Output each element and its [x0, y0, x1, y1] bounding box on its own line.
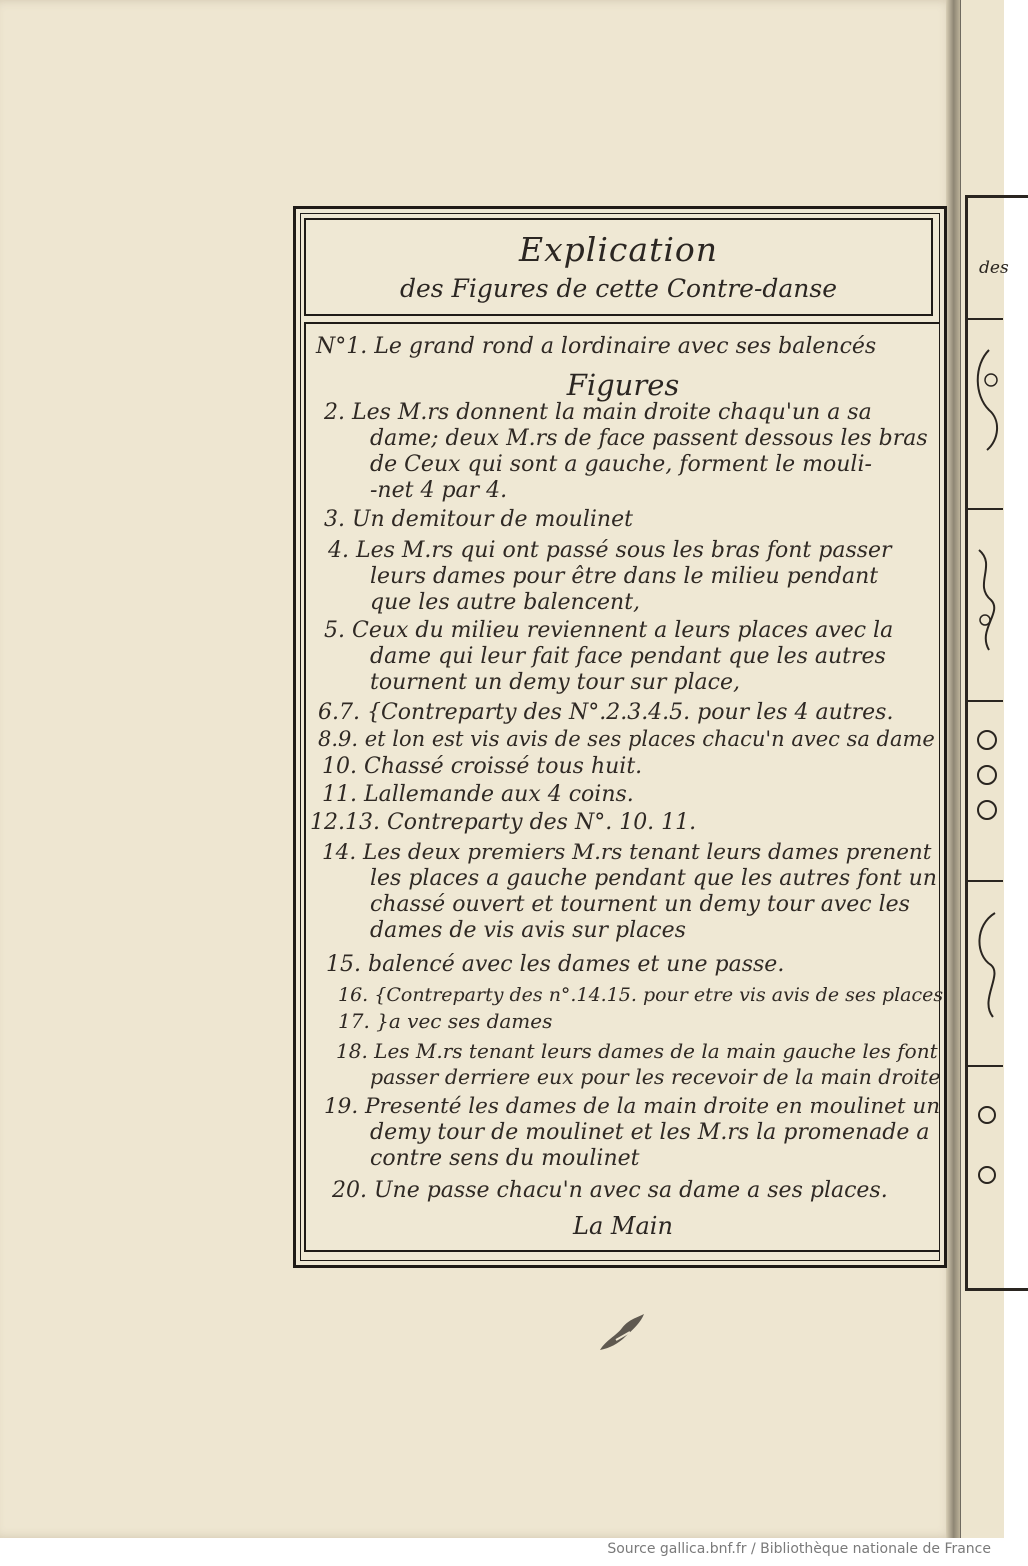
- engraved-plate: [293, 206, 947, 1268]
- right-page-divider: [967, 880, 1003, 882]
- figure-line: 5. Ceux du milieu reviennent a leurs places avec la: [324, 618, 894, 643]
- figure-line: 14. Les deux premiers M.rs tenant leurs dames prenent: [322, 840, 932, 865]
- figure-line: 19. Presenté les dames de la main droite en moulinet un: [324, 1094, 941, 1119]
- plate-footer: La Main: [573, 1212, 673, 1240]
- figure-line: les places a gauche pendant que les autres font un: [370, 866, 937, 891]
- figure-line: 18. Les M.rs tenant leurs dames de la main gauche les font: [336, 1039, 938, 1063]
- figure-line: 6.7. {Contreparty des N°.2.3.4.5. pour les 4 autres.: [318, 700, 894, 725]
- ornament-icon: [969, 540, 1003, 660]
- ink-smudge: [596, 1310, 648, 1356]
- figure-line: -net 4 par 4.: [370, 478, 508, 503]
- figures-heading: Figures: [566, 368, 680, 402]
- figures-box: [304, 322, 944, 1252]
- title-box: [304, 218, 933, 316]
- book-gutter: [946, 0, 960, 1538]
- figure-line: 17. }a vec ses dames: [338, 1009, 553, 1033]
- ornament-icon: [969, 720, 1003, 840]
- figure-line: leurs dames pour être dans le milieu pendant: [370, 564, 879, 589]
- figure-line: 10. Chassé croissé tous huit.: [322, 754, 643, 779]
- right-page-divider: [967, 700, 1003, 702]
- figure-line: tournent un demy tour sur place,: [370, 670, 740, 695]
- figure-line: 12.13. Contreparty des N°. 10. 11.: [310, 810, 697, 835]
- plate-title: Explication: [518, 230, 719, 269]
- right-page-word: des: [979, 258, 1009, 278]
- figure-line: 15. balencé avec les dames et une passe.: [326, 952, 785, 977]
- figure-line: de Ceux qui sont a gauche, forment le mouli-: [370, 452, 872, 477]
- source-credit: Source gallica.bnf.fr / Bibliothèque nationale de France: [607, 1541, 991, 1557]
- figure-line: que les autre balencent,: [370, 590, 641, 615]
- figure-line: N°1. Le grand rond a lordinaire avec ses balencés: [316, 334, 877, 359]
- ornament-icon: [969, 340, 1003, 460]
- right-page-divider: [967, 1065, 1003, 1067]
- figure-line: 2. Les M.rs donnent la main droite chaqu'un a sa: [324, 400, 872, 425]
- ornament-icon: [969, 905, 1003, 1025]
- figure-line: dame; deux M.rs de face passent dessous les bras: [370, 426, 928, 451]
- figure-line: 20. Une passe chacu'n avec sa dame a ses places.: [332, 1178, 888, 1203]
- figure-line: 16. {Contreparty des n°.14.15. pour etre vis avis de ses places: [338, 984, 944, 1006]
- right-page-divider: [967, 508, 1003, 510]
- figure-line: dame qui leur fait face pendant que les autres: [370, 644, 886, 669]
- figure-line: contre sens du moulinet: [370, 1146, 640, 1171]
- figure-line: 4. Les M.rs qui ont passé sous les bras font passer: [328, 538, 892, 563]
- ornament-icon: [969, 1090, 1003, 1210]
- figure-line: dames de vis avis sur places: [370, 918, 686, 943]
- figure-line: demy tour de moulinet et les M.rs la promenade a: [370, 1120, 930, 1145]
- figure-line: chassé ouvert et tournent un demy tour avec les: [370, 892, 910, 917]
- figure-line: passer derriere eux pour les recevoir de la main droite: [370, 1065, 941, 1089]
- right-page-edge: [960, 0, 1009, 1538]
- figure-line: 8.9. et lon est vis avis de ses places chacu'n avec sa dame: [318, 727, 935, 751]
- figure-line: 3. Un demitour de moulinet: [324, 507, 633, 532]
- right-page-divider: [967, 318, 1003, 320]
- figure-line: 11. Lallemande aux 4 coins.: [322, 782, 634, 807]
- plate-subtitle: des Figures de cette Contre-danse: [399, 274, 838, 303]
